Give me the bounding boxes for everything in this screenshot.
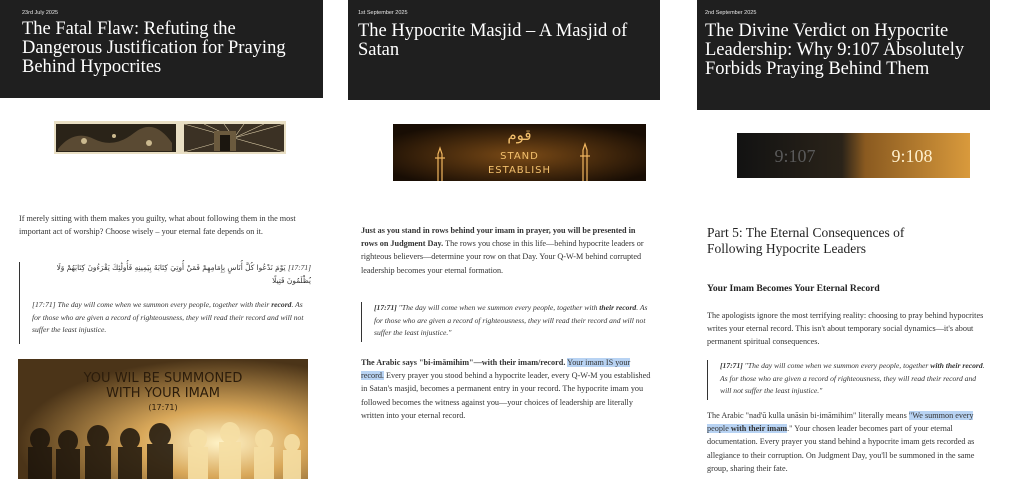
article-title[interactable]: The Fatal Flaw: Refuting the Dangerous Justification for Praying Behind Hypocrites	[22, 19, 286, 77]
arabic-verse	[32, 262, 311, 287]
quran-quote	[707, 360, 989, 400]
article-date: 2nd September 2025	[705, 10, 757, 16]
paragraph-lead: The Arabic says "bi-imāmihim"—with their imam/record.	[361, 358, 566, 367]
translation	[32, 299, 311, 337]
section-heading: Part 5: The Eternal Consequences of Following Hypocrite Leaders	[707, 225, 905, 256]
engraved-scene-illustration	[54, 121, 286, 154]
article-paragraph: The apologists ignore the most terrifying reality: choosing to pray behind hypocrites writes your eternal record. This isn't about temporary social dynamics—it's about permanent spiritual consequences.	[707, 311, 984, 347]
paragraph-text: Every prayer you stood behind a hypocrite leader, every Q-W-M you established in Satan's masjid, becomes a permanent entry in your record. The hypocrite imam you followed becomes the witness against you—your choices of leadership are literally written into your eternal record.	[361, 371, 651, 420]
paragraph-text: The rows you chose in this life—behind hypocrite leaders or righteous believers—determine your row on that Day. Your Q-W-M behind corrupted leadership becomes your eternal formation.	[361, 239, 644, 275]
poster-title-line-2: WITH YOUR IMAM	[106, 386, 220, 401]
arabic-verse-text: يَوْمَ نَدْعُوا كُلَّ أُنَاسٍ بِإِمَامِهِمْ فَمَنْ أُوتِيَ كِتَابَهُ بِيَمِينِهِ فَأُولَٰئِكَ يَقْرَءُونَ كِتَابَهُمْ وَلَا يُظْلَمُونَ فَتِيلًا	[56, 263, 311, 285]
highlighted-part: "We summon every people	[707, 411, 974, 434]
article-title[interactable]: The Divine Verdict on Hypocrite Leadership: Why 9:107 Absolutely Forbids Praying Behind Them	[705, 21, 965, 79]
translation-emphasis: with their record	[930, 361, 983, 370]
translation-text: . As for those who are given a record of righteousness, they will read their record and will not suffer the least injustice."	[720, 361, 985, 396]
translation-emphasis: record	[271, 300, 292, 310]
verse-reference: [17:71]	[720, 361, 743, 370]
highlighted-text[interactable]: Your imam IS your record.	[361, 358, 631, 381]
highlighted-bold: with their imam	[730, 424, 788, 434]
article-paragraph	[707, 409, 989, 475]
translation-text: "The day will come when we summon every people, together with	[396, 303, 598, 312]
translation-text: . As for those who are given a record of righteousness, they will read their record and will not suffer the least injustice.	[32, 300, 304, 335]
poster-title-line-1: YOU WIL BE SUMMONED	[83, 371, 243, 386]
subsection-heading: Your Imam Becomes Your Eternal Record	[707, 283, 880, 294]
verse-reference: [17:71]	[287, 263, 311, 272]
article-paragraph	[361, 224, 653, 277]
verse-label-right: 9:108	[891, 146, 933, 166]
poster-verse-ref: (17:71)	[148, 403, 178, 412]
article-paragraph	[361, 356, 653, 422]
translation-text: . As for those who are given a record of righteousness, they will read their record and will not suffer the least injustice."	[374, 303, 648, 338]
verse-label-left: 9:107	[774, 146, 816, 166]
banner-line-2: ESTABLISH	[487, 165, 552, 176]
quran-quote	[19, 262, 311, 344]
article-date: 23rd July 2025	[22, 10, 59, 16]
article-banner-image	[54, 121, 286, 154]
article-header-2	[348, 0, 660, 100]
verse-reference: [17:71]	[374, 303, 397, 312]
verse-comparison-image	[737, 133, 970, 178]
verse-reference: [17:71]	[32, 300, 56, 310]
article-date: 1st September 2025	[358, 10, 408, 16]
translation-emphasis: their record	[599, 303, 637, 312]
article-title[interactable]: The Hypocrite Masjid – A Masjid of Satan	[358, 21, 628, 60]
article-intro: If merely sitting with them makes you guilty, what about following them in the most important act of worship? Choose wisely – your eternal fate depends on it.	[19, 214, 296, 237]
article-header-1	[0, 0, 323, 98]
stand-establish-banner	[393, 124, 646, 181]
paragraph-text: ." Your chosen leader becomes part of your eternal documentation. Every prayer you stand behind a hypocrite imam gets recorded as allegiance to their corruption. On Judgment Day, you'll be summoned in the same group, sharing their fate.	[707, 424, 975, 473]
quran-quote	[361, 302, 653, 342]
banner-line-1: STAND	[500, 151, 539, 162]
summoned-poster-image	[18, 359, 308, 479]
translation-text: "The day will come when we summon every people, together	[742, 361, 929, 370]
translation-text: The day will come when we summon every people, together with their	[57, 300, 270, 310]
banner-arabic: قوم	[507, 126, 532, 144]
article-header-3	[697, 0, 990, 110]
lead-sentence: Just as you stand in rows behind your imam in prayer, you will be presented in rows on Judgment Day.	[361, 226, 636, 249]
paragraph-text: The Arabic "nad'ū kulla unāsin bi-imāmihim" literally means	[707, 411, 909, 420]
